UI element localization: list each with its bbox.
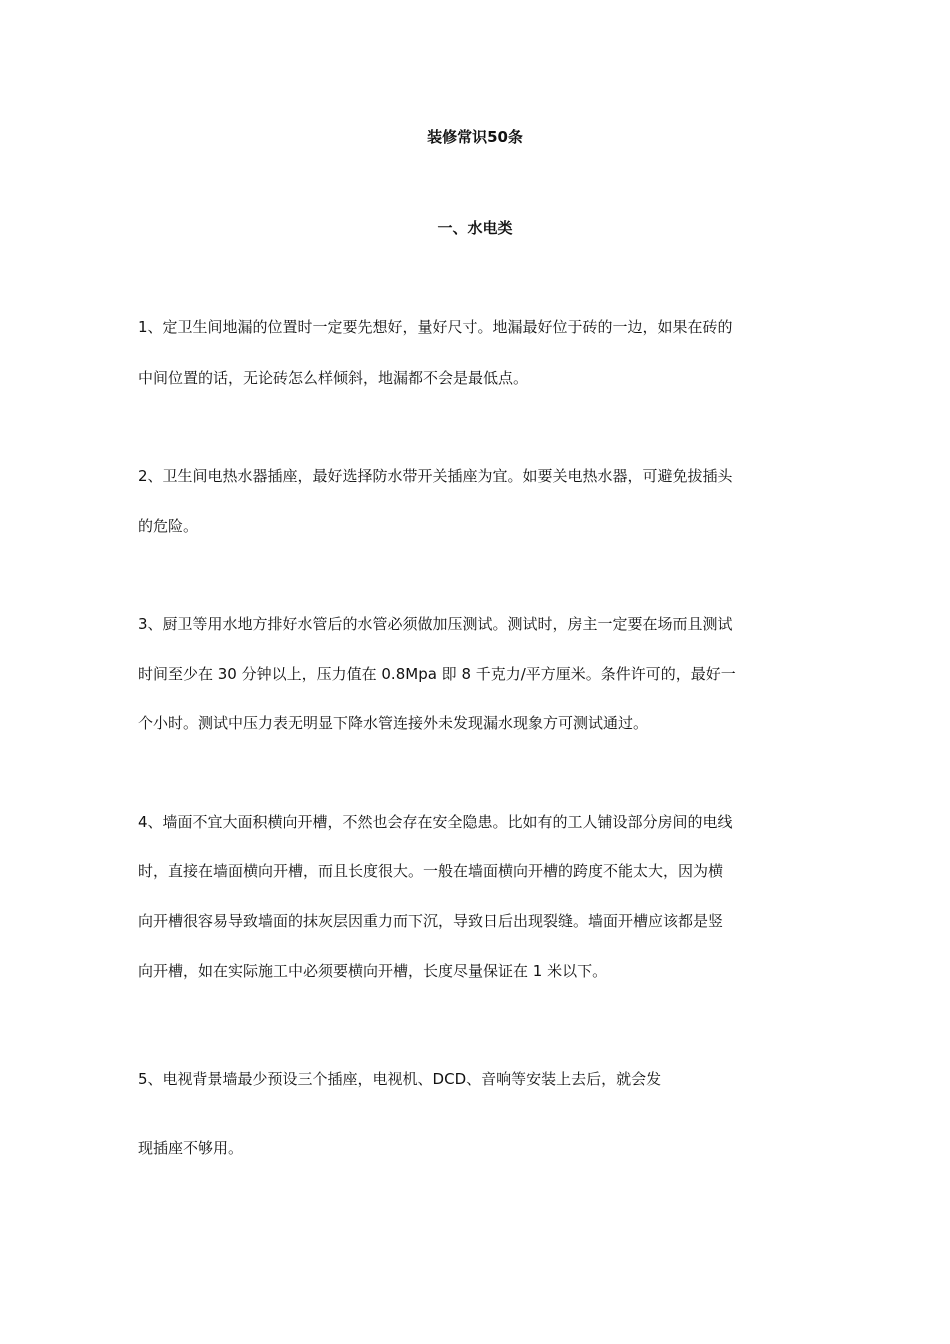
paragraph-line: 时间至少在 30 分钟以上，压力值在 0.8Mpa 即 8 千克力/平方厘米。条件许可的，最好一 — [138, 665, 736, 683]
paragraph-line: 中间位置的话，无论砖怎么样倾斜，地漏都不会是最低点。 — [138, 369, 529, 387]
paragraph-line: 的危险。 — [138, 517, 199, 535]
paragraph-line: 个小时。测试中压力表无明显下降水管连接外未发现漏水现象方可测试通过。 — [138, 714, 649, 732]
paragraph-line: 4、墙面不宜大面积横向开槽，不然也会存在安全隐患。比如有的工人铺设部分房间的电线 — [138, 813, 733, 831]
paragraph-line: 3、厨卫等用水地方排好水管后的水管必须做加压测试。测试时，房主一定要在场而且测试 — [138, 615, 733, 633]
paragraph-line: 5、电视背景墙最少预设三个插座，电视机、DCD、音响等安装上去后，就会发 — [138, 1070, 662, 1088]
paragraph-line: 向开槽很容易导致墙面的抹灰层因重力而下沉，导致日后出现裂缝。墙面开槽应该都是竖 — [138, 912, 724, 930]
paragraph-line: 1、定卫生间地漏的位置时一定要先想好，量好尺寸。地漏最好位于砖的一边，如果在砖的 — [138, 318, 733, 336]
paragraph-line: 现插座不够用。 — [138, 1139, 244, 1157]
section-title: 一、水电类 — [437, 219, 513, 237]
paragraph-line: 2、卫生间电热水器插座，最好选择防水带开关插座为宜。如要关电热水器，可避免拔插头 — [138, 467, 733, 485]
paragraph-line: 时，直接在墙面横向开槽，而且长度很大。一般在墙面横向开槽的跨度不能太大，因为横 — [138, 862, 724, 880]
document-title: 装修常识50条 — [427, 128, 523, 146]
paragraph-line: 向开槽，如在实际施工中必须要横向开槽，长度尽量保证在 1 米以下。 — [138, 962, 608, 980]
